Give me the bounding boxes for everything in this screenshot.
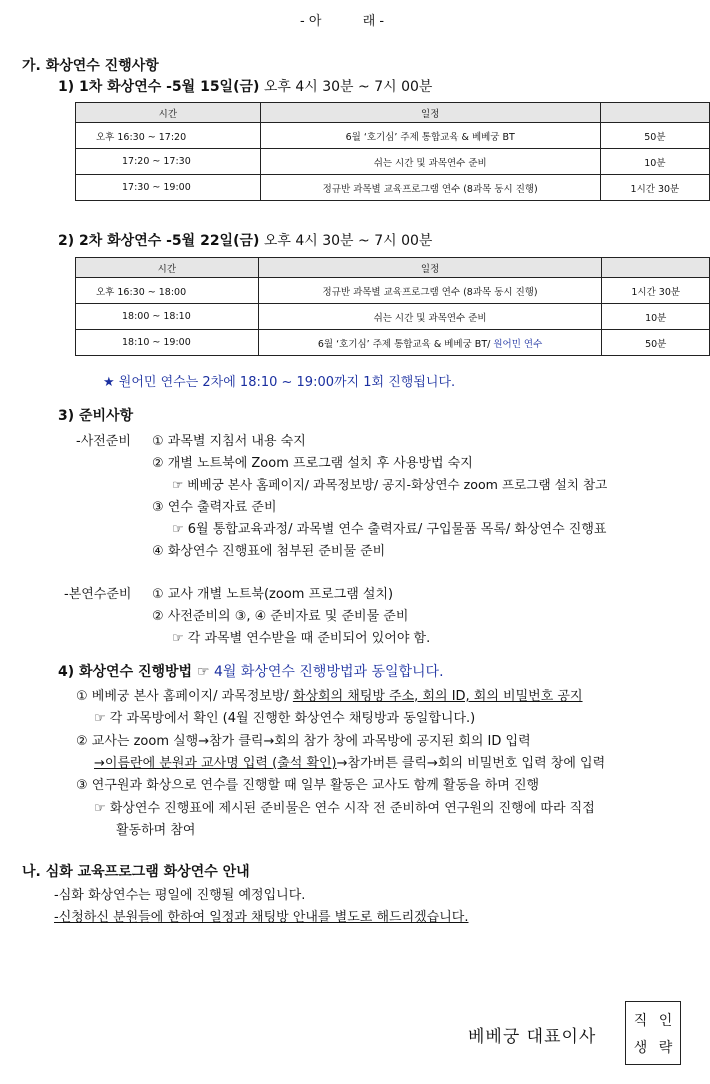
table-row [76,175,710,201]
main-label: -본연수준비 [64,587,132,602]
session1-table [75,102,710,201]
cell-duration: 50분 [600,123,709,149]
pre-item-1: ① 과목별 지침서 내용 숙지 [152,434,306,449]
method-title-note: 4월 화상연수 진행방법과 동일합니다. [209,664,444,680]
col-header-time: 시간 [76,103,261,123]
pre-item-2: ② 개별 노트북에 Zoom 프로그램 설치 후 사용방법 숙지 [152,456,473,471]
col-header-duration [602,258,710,278]
stamp-char: 략 [658,1039,673,1056]
main-item-1: ① 교사 개별 노트북(zoom 프로그램 설치) [152,587,394,602]
cell-time: 17:20 ~ 17:30 [76,149,261,175]
method-item-1-sub: ☞ 각 과목방에서 확인 (4월 진행한 화상연수 채팅방과 동일합니다.) [94,711,476,726]
cell-duration: 10분 [602,304,710,330]
method-item-2-cont [94,752,605,771]
method-item-3-sub1: ☞ 화상연수 진행표에 제시된 준비물은 연수 시작 전 준비하여 연구원의 진행에 따라 직접 [94,801,595,816]
cell-duration: 1시간 30분 [602,278,710,304]
pre-item-2-sub: ☞ 베베궁 본사 홈페이지/ 과목정보방/ 공지-화상연수 zoom 프로그램 설치 참고 [172,477,608,492]
section-b-line-1: -심화 화상연수는 평일에 진행될 예정입니다. [54,888,306,903]
table-row [76,304,710,330]
cell-time: 17:30 ~ 19:00 [76,175,261,201]
col-header-time: 시간 [76,258,259,278]
pre-label: -사전준비 [76,434,131,449]
col-header-schedule: 일정 [260,103,600,123]
method-item-1-underlined: 화상회의 채팅방 주소, 회의 ID, 회의 비밀번호 공지 [292,689,583,704]
table-header-row [76,258,710,278]
table-row [76,278,710,304]
pre-item-3-sub: ☞ 6월 통합교육과정/ 과목별 연수 출력자료/ 구입물품 목록/ 화상연수 진행표 [172,522,607,537]
cell-duration: 10분 [600,149,709,175]
method-title [58,661,444,681]
session1-heading [58,76,432,96]
method-item-2: ② 교사는 zoom 실행→참가 클릭→회의 참가 창에 과목방에 공지된 회의 ID 입력 [76,734,531,749]
native-teacher-note: ★ 원어민 연수는 2차에 18:10 ~ 19:00까지 1회 진행됩니다. [103,375,456,390]
section-b-line-2: -신청하신 분원들에 한하여 일정과 채팅방 안내를 별도로 해드리겠습니다. [54,910,469,925]
cell-schedule: 정규반 과목별 교육프로그램 연수 (8과목 동시 진행) [258,278,602,304]
method-item-1-text: ① 베베궁 본사 홈페이지/ 과목정보방/ [76,689,293,704]
pre-item-4: ④ 화상연수 진행표에 첨부된 준비물 준비 [152,544,386,559]
col-header-duration [600,103,709,123]
method-item-3-sub2: 활동하며 참여 [116,823,196,838]
table-row [76,123,710,149]
method-item-2-cont-b: →참가버튼 클릭→회의 비밀번호 입력 창에 입력 [336,756,606,771]
cell-schedule: 정규반 과목별 교육프로그램 연수 (8과목 동시 진행) [260,175,600,201]
section-a-title: 가. 화상연수 진행사항 [22,58,159,74]
method-item-1 [76,685,583,704]
stamp-char: 인 [658,1012,673,1029]
method-item-2-cont-a: →이름란에 분원과 교사명 입력 [94,756,273,771]
method-item-2-cont-u: (출석 확인) [272,756,337,771]
stamp-char: 생 [633,1039,648,1056]
method-title-label: 4) 화상연수 진행방법 ☞ [58,664,210,680]
main-item-2: ② 사전준비의 ③, ④ 준비자료 및 준비물 준비 [152,609,409,624]
cell-schedule-highlight: 원어민 연수 [493,338,543,350]
method-item-3: ③ 연구원과 화상으로 연수를 진행할 때 일부 활동은 교사도 함께 활동을 하며 진행 [76,778,540,793]
pre-item-3: ③ 연수 출력자료 준비 [152,500,277,515]
session1-heading-time: 오후 4시 30분 ~ 7시 00분 [259,79,433,95]
session2-heading-date: 2) 2차 화상연수 -5월 22일(금) [58,233,260,249]
cell-schedule: 6월 ‘호기심’ 주제 통합교육 & 베베궁 BT [260,123,600,149]
prep-title: 3) 준비사항 [58,408,134,424]
table-header-row [76,103,710,123]
cell-time: 18:10 ~ 19:00 [76,330,259,356]
session2-heading [58,230,432,250]
session2-table [75,257,710,356]
col-header-schedule: 일정 [258,258,602,278]
cell-duration: 50분 [602,330,710,356]
cell-duration: 1시간 30분 [600,175,709,201]
cell-time: 오후 16:30 ~ 17:20 [76,123,261,149]
cell-schedule: 쉬는 시간 및 과목연수 준비 [260,149,600,175]
cell-schedule: 쉬는 시간 및 과목연수 준비 [258,304,602,330]
table-row [76,330,710,356]
cell-schedule [258,330,602,356]
section-b-title: 나. 심화 교육프로그램 화상연수 안내 [22,864,250,880]
main-item-2-sub: ☞ 각 과목별 연수받을 때 준비되어 있어야 함. [172,631,431,646]
cell-time: 18:00 ~ 18:10 [76,304,259,330]
cell-schedule-text: 6월 ‘호기심’ 주제 통합교육 & 베베궁 BT/ [317,338,494,350]
document-header: - 아 래 - [300,14,385,29]
seal-stamp [625,1001,681,1065]
table-row [76,149,710,175]
stamp-char: 직 [633,1012,648,1029]
cell-time: 오후 16:30 ~ 18:00 [76,278,259,304]
sender-name: 베베궁 대표이사 [468,1027,597,1047]
method-item-2-cont-text [94,756,337,771]
session2-heading-time: 오후 4시 30분 ~ 7시 00분 [259,233,433,249]
session1-heading-date: 1) 1차 화상연수 -5월 15일(금) [58,79,260,95]
